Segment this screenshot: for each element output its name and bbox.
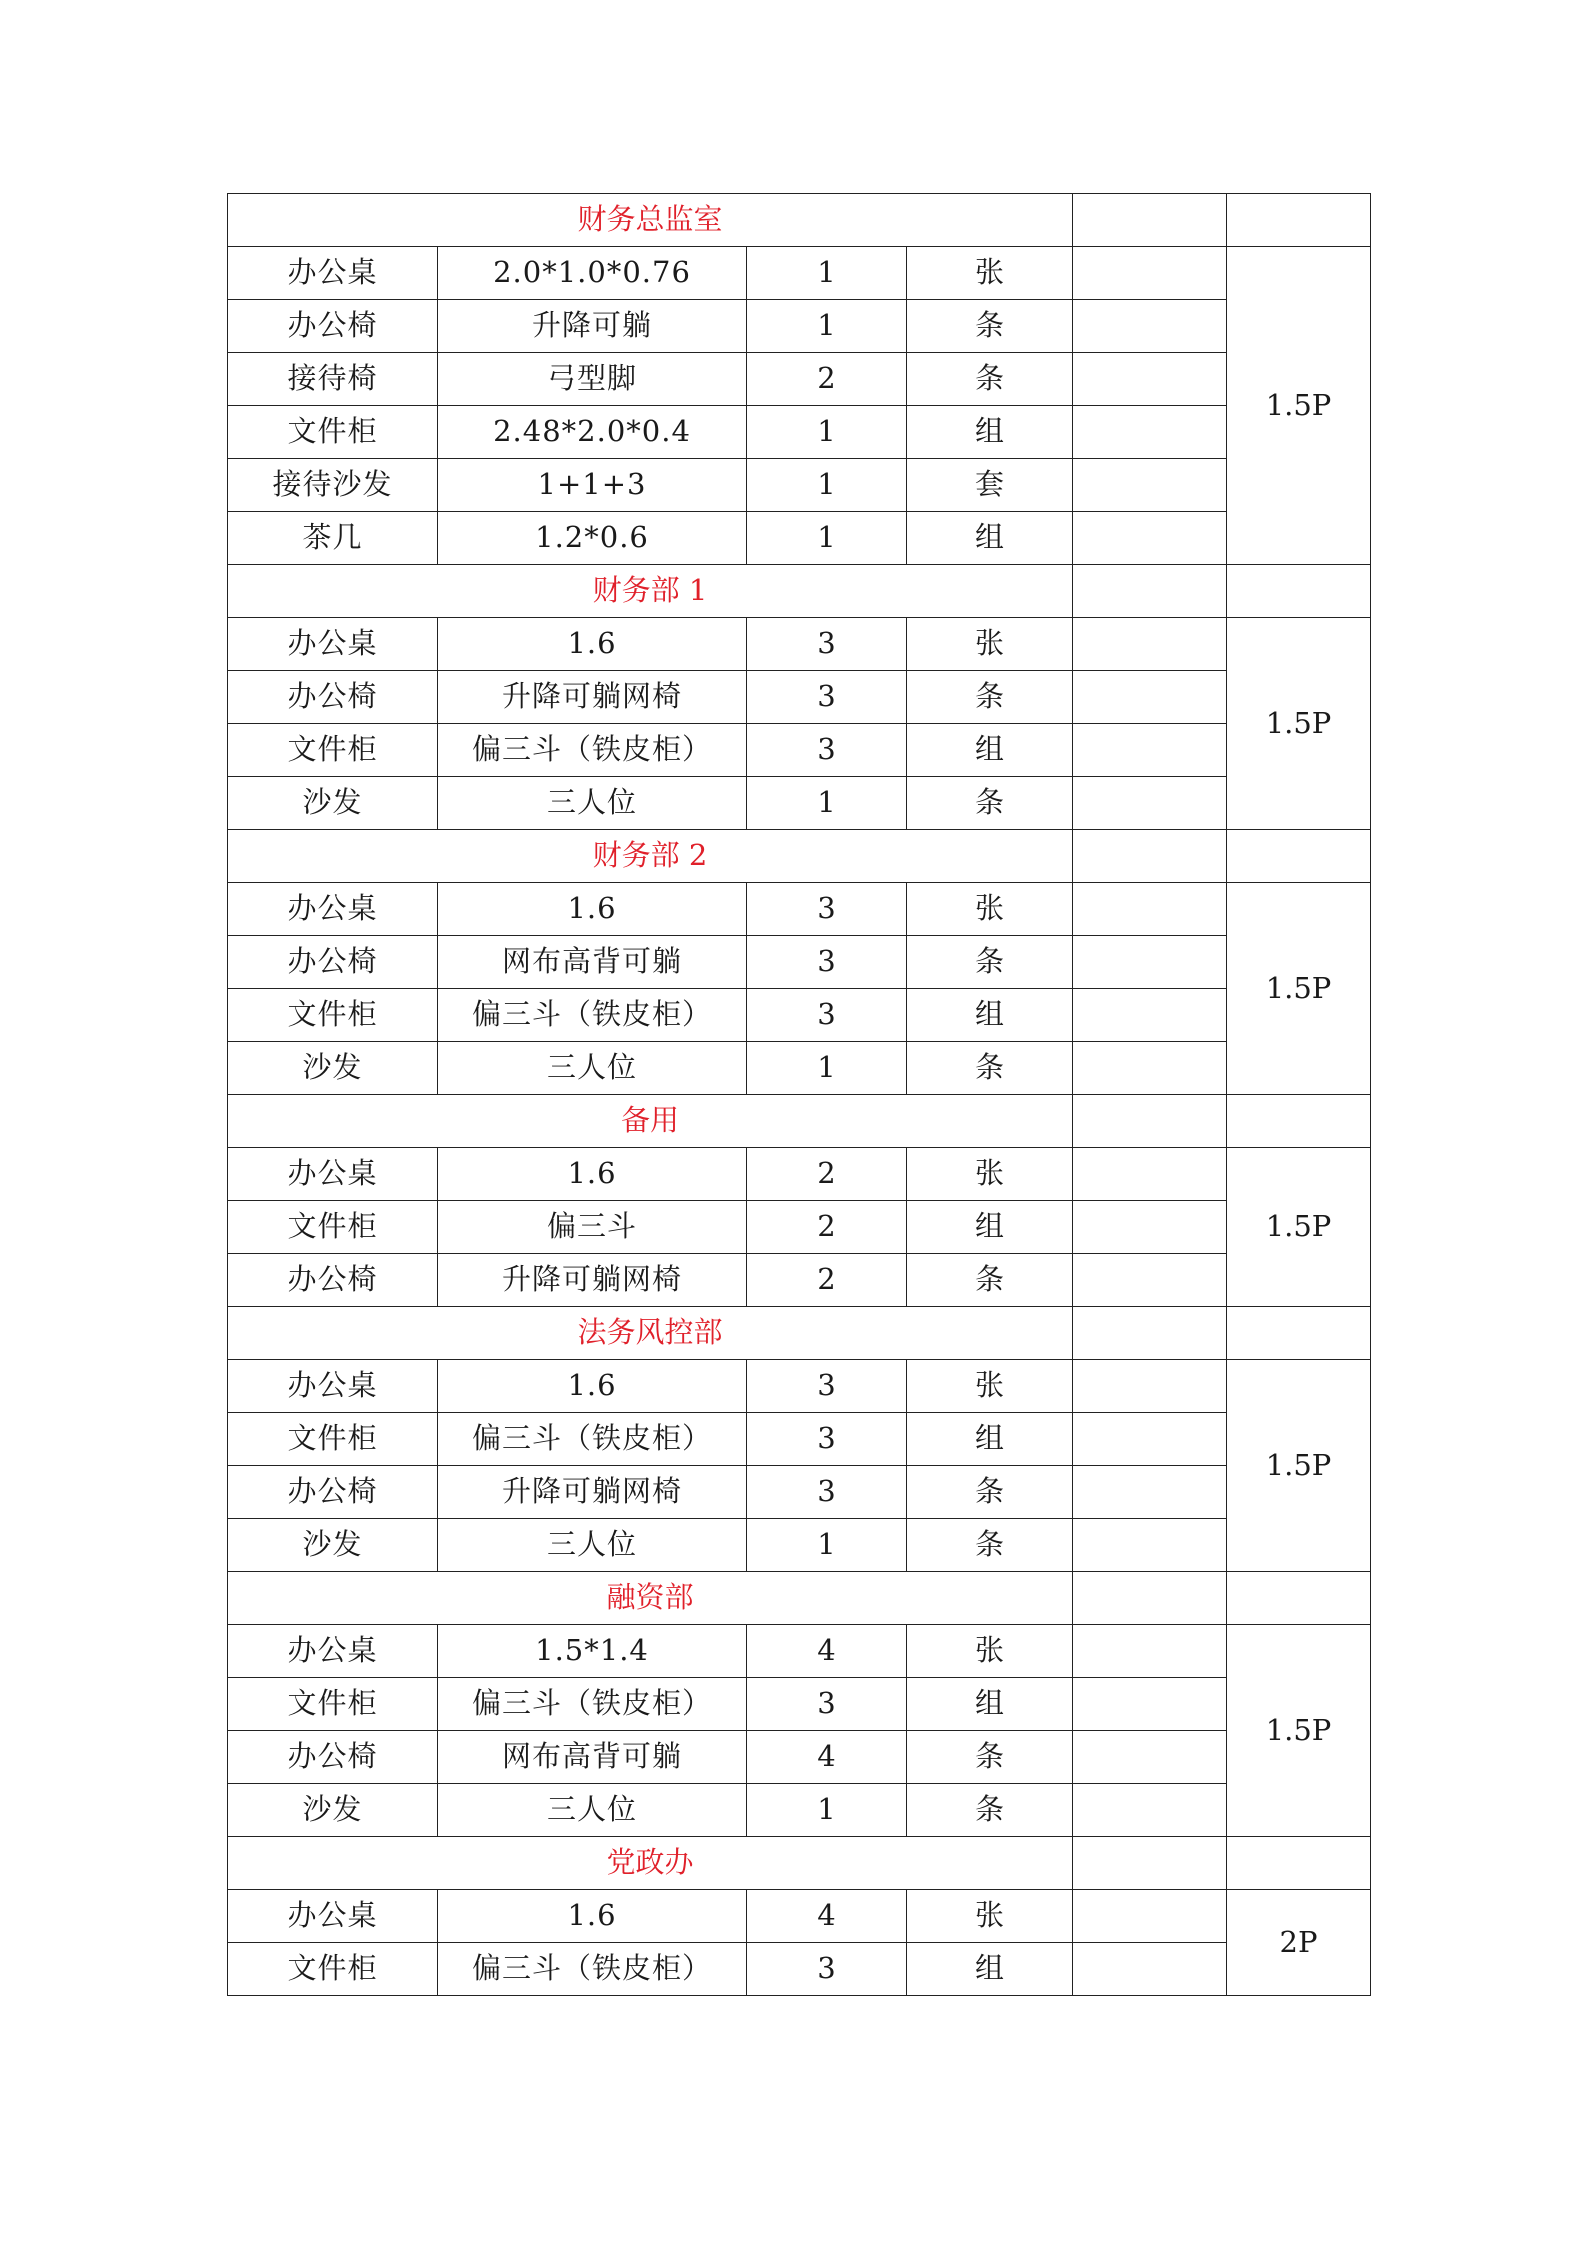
ac-spec: 2P <box>1227 1890 1371 1996</box>
item-unit: 条 <box>907 1042 1073 1095</box>
item-qty: 3 <box>747 618 907 671</box>
ac-spec: 1.5P <box>1227 1148 1371 1307</box>
item-qty: 3 <box>747 1943 907 1996</box>
empty-cell <box>1073 989 1227 1042</box>
table-row <box>228 1519 1371 1572</box>
empty-cell <box>1073 459 1227 512</box>
section-header-row <box>228 1095 1371 1148</box>
item-qty: 2 <box>747 1201 907 1254</box>
item-name: 办公椅 <box>228 1731 438 1784</box>
table-row <box>228 1360 1371 1413</box>
table-row <box>228 724 1371 777</box>
table-row <box>228 1254 1371 1307</box>
item-name: 办公桌 <box>228 1625 438 1678</box>
table-row <box>228 459 1371 512</box>
item-spec: 升降可躺 <box>438 300 747 353</box>
item-unit: 条 <box>907 300 1073 353</box>
item-qty: 1 <box>747 777 907 830</box>
ac-spec: 1.5P <box>1227 618 1371 830</box>
item-qty: 3 <box>747 724 907 777</box>
item-name: 文件柜 <box>228 1943 438 1996</box>
item-name: 沙发 <box>228 1519 438 1572</box>
table-row <box>228 300 1371 353</box>
table-row <box>228 989 1371 1042</box>
ac-spec: 1.5P <box>1227 247 1371 565</box>
item-spec: 网布高背可躺 <box>438 1731 747 1784</box>
item-unit: 条 <box>907 936 1073 989</box>
item-unit: 张 <box>907 1890 1073 1943</box>
empty-cell <box>1227 830 1371 883</box>
empty-cell <box>1073 1413 1227 1466</box>
item-qty: 1 <box>747 247 907 300</box>
item-name: 办公椅 <box>228 300 438 353</box>
table-row <box>228 1413 1371 1466</box>
item-unit: 张 <box>907 883 1073 936</box>
empty-cell <box>1073 1519 1227 1572</box>
section-header-row <box>228 1837 1371 1890</box>
item-unit: 条 <box>907 1784 1073 1837</box>
empty-cell <box>1073 1307 1227 1360</box>
item-name: 办公椅 <box>228 1466 438 1519</box>
item-spec: 1.6 <box>438 618 747 671</box>
empty-cell <box>1073 353 1227 406</box>
item-unit: 组 <box>907 989 1073 1042</box>
item-unit: 组 <box>907 724 1073 777</box>
item-unit: 套 <box>907 459 1073 512</box>
item-qty: 1 <box>747 1519 907 1572</box>
item-spec: 升降可躺网椅 <box>438 671 747 724</box>
item-qty: 1 <box>747 406 907 459</box>
empty-cell <box>1227 1572 1371 1625</box>
item-spec: 1.5*1.4 <box>438 1625 747 1678</box>
item-name: 办公桌 <box>228 1360 438 1413</box>
ac-spec: 1.5P <box>1227 1360 1371 1572</box>
table-row <box>228 1678 1371 1731</box>
item-name: 文件柜 <box>228 406 438 459</box>
empty-cell <box>1073 671 1227 724</box>
table-row <box>228 883 1371 936</box>
empty-cell <box>1073 1360 1227 1413</box>
empty-cell <box>1073 300 1227 353</box>
empty-cell <box>1073 1784 1227 1837</box>
item-qty: 3 <box>747 883 907 936</box>
item-spec: 三人位 <box>438 1042 747 1095</box>
section-title: 财务部 2 <box>228 830 1073 883</box>
item-spec: 1.2*0.6 <box>438 512 747 565</box>
item-spec: 1.6 <box>438 1360 747 1413</box>
item-unit: 张 <box>907 1625 1073 1678</box>
table-row <box>228 1625 1371 1678</box>
empty-cell <box>1227 1095 1371 1148</box>
table-row <box>228 777 1371 830</box>
empty-cell <box>1073 512 1227 565</box>
item-spec: 弓型脚 <box>438 353 747 406</box>
table-row <box>228 512 1371 565</box>
item-qty: 1 <box>747 459 907 512</box>
empty-cell <box>1073 1731 1227 1784</box>
item-name: 接待椅 <box>228 353 438 406</box>
item-name: 沙发 <box>228 1042 438 1095</box>
table-row <box>228 1466 1371 1519</box>
empty-cell <box>1227 565 1371 618</box>
item-spec: 偏三斗 <box>438 1201 747 1254</box>
item-spec: 1.6 <box>438 883 747 936</box>
item-name: 茶几 <box>228 512 438 565</box>
item-unit: 条 <box>907 671 1073 724</box>
item-qty: 3 <box>747 936 907 989</box>
section-title: 融资部 <box>228 1572 1073 1625</box>
item-unit: 条 <box>907 1731 1073 1784</box>
item-name: 办公桌 <box>228 247 438 300</box>
table-row <box>228 618 1371 671</box>
item-name: 办公桌 <box>228 883 438 936</box>
item-qty: 3 <box>747 1678 907 1731</box>
item-qty: 3 <box>747 1413 907 1466</box>
empty-cell <box>1073 777 1227 830</box>
item-name: 沙发 <box>228 1784 438 1837</box>
empty-cell <box>1073 1943 1227 1996</box>
item-spec: 2.0*1.0*0.76 <box>438 247 747 300</box>
section-title: 财务部 1 <box>228 565 1073 618</box>
item-spec: 1.6 <box>438 1148 747 1201</box>
empty-cell <box>1073 1625 1227 1678</box>
table-row <box>228 1731 1371 1784</box>
empty-cell <box>1073 194 1227 247</box>
empty-cell <box>1073 830 1227 883</box>
empty-cell <box>1073 724 1227 777</box>
item-name: 文件柜 <box>228 1678 438 1731</box>
item-name: 办公椅 <box>228 1254 438 1307</box>
item-qty: 1 <box>747 1784 907 1837</box>
item-unit: 张 <box>907 618 1073 671</box>
table-body <box>228 194 1371 1996</box>
table-row <box>228 1890 1371 1943</box>
item-spec: 2.48*2.0*0.4 <box>438 406 747 459</box>
item-name: 文件柜 <box>228 989 438 1042</box>
item-qty: 4 <box>747 1890 907 1943</box>
item-unit: 张 <box>907 247 1073 300</box>
section-title: 备用 <box>228 1095 1073 1148</box>
item-spec: 偏三斗（铁皮柜） <box>438 1943 747 1996</box>
section-header-row <box>228 194 1371 247</box>
empty-cell <box>1073 1042 1227 1095</box>
empty-cell <box>1073 1572 1227 1625</box>
item-unit: 条 <box>907 353 1073 406</box>
section-header-row <box>228 1572 1371 1625</box>
empty-cell <box>1073 1678 1227 1731</box>
item-unit: 组 <box>907 406 1073 459</box>
empty-cell <box>1073 936 1227 989</box>
item-unit: 组 <box>907 1678 1073 1731</box>
table-row <box>228 353 1371 406</box>
empty-cell <box>1073 1148 1227 1201</box>
item-unit: 条 <box>907 777 1073 830</box>
section-header-row <box>228 565 1371 618</box>
item-unit: 组 <box>907 512 1073 565</box>
table-row <box>228 1148 1371 1201</box>
item-spec: 偏三斗（铁皮柜） <box>438 1413 747 1466</box>
item-qty: 3 <box>747 1360 907 1413</box>
item-spec: 升降可躺网椅 <box>438 1466 747 1519</box>
item-name: 文件柜 <box>228 724 438 777</box>
empty-cell <box>1073 1201 1227 1254</box>
table-row <box>228 247 1371 300</box>
item-unit: 组 <box>907 1201 1073 1254</box>
section-header-row <box>228 830 1371 883</box>
item-unit: 张 <box>907 1148 1073 1201</box>
item-qty: 2 <box>747 1148 907 1201</box>
empty-cell <box>1073 247 1227 300</box>
table-row <box>228 1201 1371 1254</box>
ac-spec: 1.5P <box>1227 1625 1371 1837</box>
item-unit: 条 <box>907 1466 1073 1519</box>
empty-cell <box>1227 194 1371 247</box>
table-row <box>228 406 1371 459</box>
item-name: 文件柜 <box>228 1201 438 1254</box>
section-header-row <box>228 1307 1371 1360</box>
item-spec: 三人位 <box>438 1519 747 1572</box>
item-spec: 偏三斗（铁皮柜） <box>438 1678 747 1731</box>
item-name: 文件柜 <box>228 1413 438 1466</box>
item-unit: 条 <box>907 1519 1073 1572</box>
empty-cell <box>1073 1837 1227 1890</box>
item-qty: 2 <box>747 353 907 406</box>
section-title: 法务风控部 <box>228 1307 1073 1360</box>
item-unit: 组 <box>907 1413 1073 1466</box>
item-spec: 偏三斗（铁皮柜） <box>438 989 747 1042</box>
item-spec: 偏三斗（铁皮柜） <box>438 724 747 777</box>
item-name: 办公椅 <box>228 936 438 989</box>
empty-cell <box>1073 565 1227 618</box>
item-name: 办公桌 <box>228 618 438 671</box>
item-qty: 2 <box>747 1254 907 1307</box>
item-qty: 4 <box>747 1731 907 1784</box>
item-spec: 1+1+3 <box>438 459 747 512</box>
table-row <box>228 1943 1371 1996</box>
empty-cell <box>1073 883 1227 936</box>
item-name: 办公桌 <box>228 1890 438 1943</box>
empty-cell <box>1073 406 1227 459</box>
item-spec: 三人位 <box>438 777 747 830</box>
section-title: 党政办 <box>228 1837 1073 1890</box>
empty-cell <box>1227 1837 1371 1890</box>
empty-cell <box>1073 1466 1227 1519</box>
table-row <box>228 936 1371 989</box>
ac-spec: 1.5P <box>1227 883 1371 1095</box>
empty-cell <box>1227 1307 1371 1360</box>
item-qty: 3 <box>747 671 907 724</box>
table-row <box>228 1042 1371 1095</box>
empty-cell <box>1073 1254 1227 1307</box>
item-unit: 组 <box>907 1943 1073 1996</box>
item-spec: 三人位 <box>438 1784 747 1837</box>
item-name: 接待沙发 <box>228 459 438 512</box>
item-qty: 4 <box>747 1625 907 1678</box>
item-unit: 条 <box>907 1254 1073 1307</box>
item-name: 沙发 <box>228 777 438 830</box>
item-name: 办公桌 <box>228 1148 438 1201</box>
section-title: 财务总监室 <box>228 194 1073 247</box>
empty-cell <box>1073 1890 1227 1943</box>
item-qty: 3 <box>747 989 907 1042</box>
furniture-table <box>227 193 1371 1996</box>
empty-cell <box>1073 618 1227 671</box>
table-row <box>228 671 1371 724</box>
item-qty: 1 <box>747 1042 907 1095</box>
empty-cell <box>1073 1095 1227 1148</box>
item-unit: 张 <box>907 1360 1073 1413</box>
item-spec: 1.6 <box>438 1890 747 1943</box>
item-name: 办公椅 <box>228 671 438 724</box>
item-spec: 升降可躺网椅 <box>438 1254 747 1307</box>
item-qty: 3 <box>747 1466 907 1519</box>
table-row <box>228 1784 1371 1837</box>
item-qty: 1 <box>747 512 907 565</box>
item-qty: 1 <box>747 300 907 353</box>
item-spec: 网布高背可躺 <box>438 936 747 989</box>
